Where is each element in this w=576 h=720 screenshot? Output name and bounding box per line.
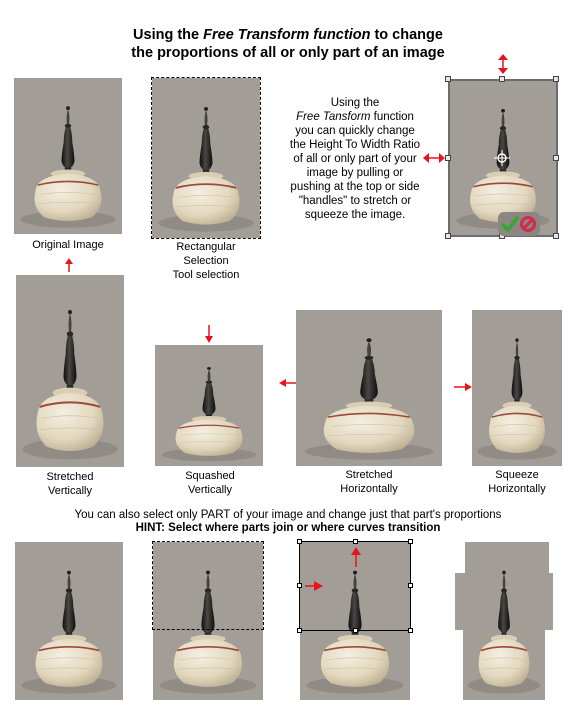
caption-stretched-h: Stretched Horizontally xyxy=(340,469,398,495)
part-text: You can also select only PART of your image and change just that part's proportions xyxy=(74,509,502,521)
commit-cancel-bar xyxy=(498,212,540,236)
part-handle-top-right[interactable] xyxy=(408,539,413,544)
page-title: Using the Free Transform function to change xyxy=(133,27,443,43)
crosshair-icon xyxy=(494,150,510,166)
handle-bottom-left[interactable] xyxy=(445,233,451,239)
part-handle-bottom[interactable] xyxy=(353,628,358,633)
part-handle-right[interactable] xyxy=(408,583,413,588)
caption-original: Original Image xyxy=(32,239,104,251)
part-handle-top[interactable] xyxy=(353,539,358,544)
arrow-right-icon xyxy=(454,382,472,392)
vase-figure xyxy=(15,542,123,700)
vase-figure xyxy=(155,345,263,466)
part-selection-marquee[interactable] xyxy=(152,541,264,630)
original-image xyxy=(14,78,122,234)
vase-figure xyxy=(296,310,442,466)
description-text: Using the Free Tansform function you can quickly change the Height To Width Ratio of all or only part of your image by pulling or pushing at the top or side "handles" to stretch or squeeze the image. xyxy=(289,97,421,221)
hint-text: HINT: Select where parts join or where curves transition xyxy=(135,522,441,534)
squashed-vertical-image xyxy=(155,345,263,466)
part-handle-left[interactable] xyxy=(297,583,302,588)
part-handle-bottom-left[interactable] xyxy=(297,628,302,633)
arrow-up-icon xyxy=(64,258,74,272)
double-arrow-vertical-icon xyxy=(496,54,510,74)
caption-rect: Rectangular Selection Tool selection xyxy=(172,241,240,281)
part-original-image xyxy=(15,542,123,700)
page-subtitle: the proportions of all or only part of an image xyxy=(131,45,445,61)
squeezed-horizontal-image xyxy=(472,310,562,466)
stretched-vertical-image xyxy=(16,275,124,467)
arrow-left-icon xyxy=(279,378,297,388)
red-cancel-icon[interactable] xyxy=(519,215,537,233)
vase-figure xyxy=(14,78,122,234)
double-arrow-horizontal-icon xyxy=(423,152,445,164)
handle-right[interactable] xyxy=(553,155,559,161)
handle-top-left[interactable] xyxy=(445,76,451,82)
vase-figure xyxy=(16,275,124,467)
title-emphasis: Free Transform function xyxy=(203,27,371,43)
part-arrow-up-icon xyxy=(350,547,362,567)
caption-stretched-v: Stretched Vertically xyxy=(46,471,94,497)
part-handle-bottom-right[interactable] xyxy=(408,628,413,633)
vase-figure xyxy=(463,630,545,700)
arrow-down-icon xyxy=(204,325,214,343)
stretched-horizontal-image xyxy=(296,310,442,466)
handle-bottom-right[interactable] xyxy=(553,233,559,239)
part-arrow-right-icon xyxy=(305,580,323,592)
caption-squeeze-h: Squeeze Horizontally xyxy=(488,469,546,495)
handle-left[interactable] xyxy=(445,155,451,161)
selection-marquee[interactable] xyxy=(151,77,261,239)
vase-figure xyxy=(455,542,553,630)
handle-top[interactable] xyxy=(499,76,505,82)
green-check-icon[interactable] xyxy=(501,215,519,233)
vase-figure xyxy=(472,310,562,466)
part-handle-top-left[interactable] xyxy=(297,539,302,544)
handle-top-right[interactable] xyxy=(553,76,559,82)
part-result-image xyxy=(455,542,553,700)
caption-squashed-v: Squashed Vertically xyxy=(185,470,235,496)
